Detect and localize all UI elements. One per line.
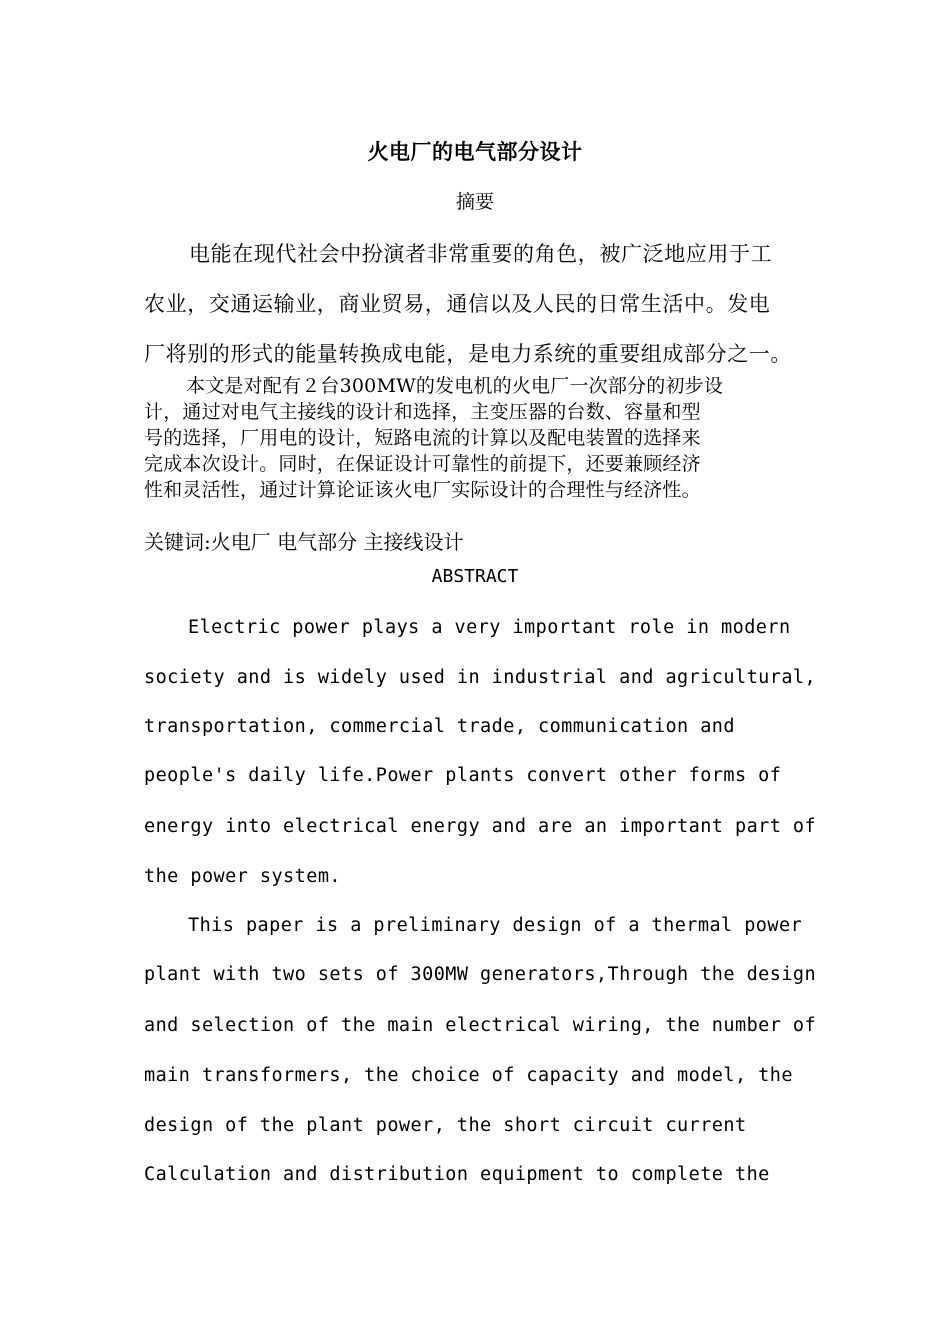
keywords: 关键词:火电厂 电气部分 主接线设计: [144, 530, 464, 554]
abstract-cn-para1-line: 电能在现代社会中扮演者非常重要的角色，被广泛地应用于工: [189, 242, 773, 266]
abstract-en-para1-line: Electric power plays a very important role in modern: [188, 617, 791, 638]
abstract-en-para2-line: main transformers, the choice of capacity and model, the: [144, 1065, 793, 1086]
abstract-cn-para2-line: 号的选择，厂用电的设计，短路电流的计算以及配电装置的选择来: [144, 427, 701, 449]
abstract-cn-para1-line: 农业，交通运输业，商业贸易，通信以及人民的日常生活中。发电: [144, 292, 771, 316]
abstract-en-para1-line: the power system.: [144, 866, 341, 887]
abstract-en-para2-line: Calculation and distribution equipment to complete the: [144, 1164, 770, 1185]
abstract-cn-para2-line: 计，通过对电气主接线的设计和选择，主变压器的台数、容量和型: [144, 401, 701, 423]
abstract-cn-para2-line: 性和灵活性，通过计算论证该火电厂实际设计的合理性与经济性。: [144, 479, 701, 501]
abstract-en-para1-line: energy into electrical energy and are an important part of: [144, 816, 817, 837]
abstract-en-para1-line: people's daily life.Power plants convert other forms of: [144, 765, 782, 786]
abstract-en-para1-line: transportation, commercial trade, communication and: [144, 716, 735, 737]
abstract-en-para2-line: plant with two sets of 300MW generators,Through the design: [144, 964, 817, 985]
abstract-en-para2-line: and selection of the main electrical wiring, the number of: [144, 1015, 817, 1036]
abstract-cn-para2-line: 本文是对配有２台300MW的发电机的火电厂一次部分的初步设: [186, 375, 724, 397]
abstract-en-para2-line: design of the plant power, the short circuit current: [144, 1115, 747, 1136]
abstract-en-para2-line: This paper is a preliminary design of a thermal power: [188, 915, 803, 936]
abstract-cn-para1-line: 厂将别的形式的能量转换成电能，是电力系统的重要组成部分之一。: [144, 342, 792, 366]
abstract-cn-para2-line: 完成本次设计。同时，在保证设计可靠性的前提下，还要兼顾经济: [144, 453, 701, 475]
abstract-en-heading: ABSTRACT: [431, 566, 519, 587]
abstract-cn-heading: 摘要: [455, 191, 494, 213]
abstract-en-para1-line: society and is widely used in industrial and agricultural,: [144, 667, 817, 688]
document-title: 火电厂的电气部分设计: [367, 139, 583, 164]
